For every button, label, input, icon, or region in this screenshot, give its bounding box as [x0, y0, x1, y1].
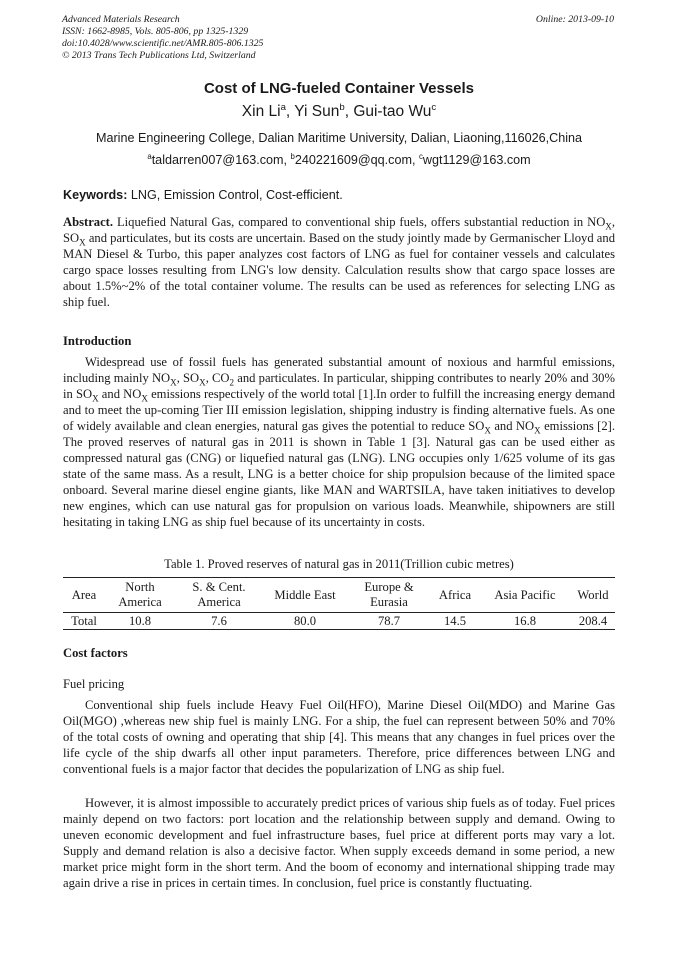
- online-date: Online: 2013-09-10: [535, 14, 614, 25]
- table-cell: 14.5: [443, 614, 467, 628]
- table-cell: 80.0: [293, 614, 317, 628]
- table-cell: 7.6: [211, 614, 227, 628]
- table-cell: Total: [71, 614, 97, 628]
- table-header-cell: Europe & Eurasia: [364, 580, 414, 609]
- table-header-cell: Africa: [438, 587, 472, 602]
- journal-header: [62, 14, 263, 62]
- author-mark: c: [431, 101, 437, 113]
- fuel-pricing-paragraph-2: However, it is almost impossible to accurately predict prices of various ship fuels as of today. Fuel prices mainly depend on two factors: port location and the relationship between supply and demand. Owing to uneven economic development and fuel infrastructure bases, fuel price at different ports may vary a lot. Supply and demand relation is also a decisive factor. When supply exceeds demand in some period, a new market price might form in the short term. And the boom of economy and international shipping trade may again drive a rise in prices in certain times. In conclusion, fuel price is constantly fluctuating.: [63, 796, 615, 890]
- email-mark: b: [290, 151, 295, 161]
- table-row: [63, 613, 615, 630]
- journal-name: Advanced Materials Research: [62, 14, 180, 25]
- fuel-pricing-paragraph-1: Conventional ship fuels include Heavy Fuel Oil(HFO), Marine Diesel Oil(MDO) and Marine Gas Oil(MGO) ,whereas new ship fuel is mainly LNG. For a ship, the fuel can represent between 50% and 70% of the total costs of owning and operating that ship [4]. This means that any changes in fuel prices over the life cycle of the ship dwarfs all other input parameters. Therefore, price differences between LNG and conventional fuels is a major factor that decides the popularization of LNG as ship fuel.: [63, 698, 615, 776]
- author-mark: a: [280, 101, 286, 113]
- issn-line: ISSN: 1662-8985, Vols. 805-806, pp 1325-1329: [62, 26, 249, 37]
- table-header-cell: S. & Cent. America: [192, 580, 246, 609]
- table-header-cell: Asia Pacific: [494, 587, 556, 602]
- affiliation: Marine Engineering College, Dalian Maritime University, Dalian, Liaoning,116026,China: [95, 131, 583, 145]
- table-header-cell: World: [577, 587, 609, 602]
- author-name: Gui-tao Wu: [353, 103, 432, 120]
- reserves-table: [63, 577, 615, 630]
- introduction-paragraph: Widespread use of fossil fuels has generated substantial amount of noxious and harmful emissions, including mainly $NO_X$, $SO_X$, $CO_2$ and particulates. In particular, shipping contributes to nearly 20% and 30% in $SO_X$ and $NO_X$ emissions respectively of the world total [1].In order to fulfill the increasing energy demand and to meet the up-coming Tier III emission legislation, shipping industry is finding alternative fuels. As one of widely available and clean energies, natural gas gives the potential to reduce $SO_X$ and $NO_X$ emissions [2]. The proved reserves of natural gas in 2011 is shown in Table 1 [3]. Natural gas can be used either as compressed natural gas (CNG) or liquefied natural gas (LNG). LNG occupies only 1/625 volume of its gas state of the same mass. As a result, LNG is a better choice for ship propulsion because of the limited space onboard. Several marine diesel engine giants, like MAN and WARTSILA, have taken initiatives to develop new engines, which can use natural gas for propulsion on various loads. Meanwhile, shipowners are still hesitating in taking LNG as ship fuel because of its uncertainty in costs.: [63, 355, 616, 529]
- table-cell: 16.8: [513, 614, 537, 628]
- email-address[interactable]: wgt1129@163.com: [422, 153, 531, 167]
- keywords: [63, 188, 343, 202]
- email-address[interactable]: 240221609@qq.com: [294, 153, 412, 167]
- email-list: $^a$taldarren007@163.com, $^b$240221609@qq.com, $^c$wgt1129@163.com: [147, 151, 531, 167]
- copyright-line: © 2013 Trans Tech Publications Ltd, Switzerland: [62, 50, 256, 61]
- author-name: Yi Sun: [294, 103, 340, 120]
- email-mark: c: [418, 151, 423, 161]
- abstract-label: Abstract.: [63, 215, 114, 229]
- abstract: Abstract. Liquefied Natural Gas, compared to conventional ship fuels, offers substantial reduction in $NO_X$, $SO_X$ and particulates, but its costs are uncertain. Based on the study jointly made by Germanischer Lloyd and MAN Diesel & Turbo, this paper analyzes cost factors of LNG as fuel for container vessels and calculates cargo space losses resulting from LNG's low density. Calculation results show that cargo space losses are about 1.5%~2% of the total container volume. The results can be used as references for selecting LNG as ship fuel.: [63, 215, 615, 309]
- table-cell: 208.4: [578, 614, 608, 628]
- email-address[interactable]: taldarren007@163.com: [151, 153, 284, 167]
- fuel-pricing-subheading: Fuel pricing: [63, 677, 125, 691]
- author-name: Xin Li: [241, 103, 281, 120]
- cost-factors-heading: Cost factors: [63, 646, 128, 660]
- table-header-cell: Area: [71, 587, 97, 602]
- table-header-cell: Middle East: [274, 587, 336, 602]
- keywords-label: Keywords:: [63, 188, 128, 202]
- table-header-cell: North America: [118, 580, 162, 609]
- author-mark: b: [339, 101, 345, 113]
- doi-line[interactable]: doi:10.4028/www.scientific.net/AMR.805-806.1325: [62, 38, 264, 49]
- table-cell: 78.7: [377, 614, 401, 628]
- table-caption: Table 1. Proved reserves of natural gas in 2011(Trillion cubic metres): [164, 557, 514, 571]
- author-list: Xin Li$^a$, Yi Sun$^b$, Gui-tao Wu$^c$: [241, 101, 437, 120]
- table-header-row: [63, 578, 615, 613]
- paper-title: Cost of LNG-fueled Container Vessels: [203, 80, 475, 97]
- table-cell: 10.8: [128, 614, 152, 628]
- keywords-text: LNG, Emission Control, Cost-efficient.: [130, 188, 343, 202]
- email-mark: a: [147, 151, 152, 161]
- introduction-heading: Introduction: [63, 334, 132, 348]
